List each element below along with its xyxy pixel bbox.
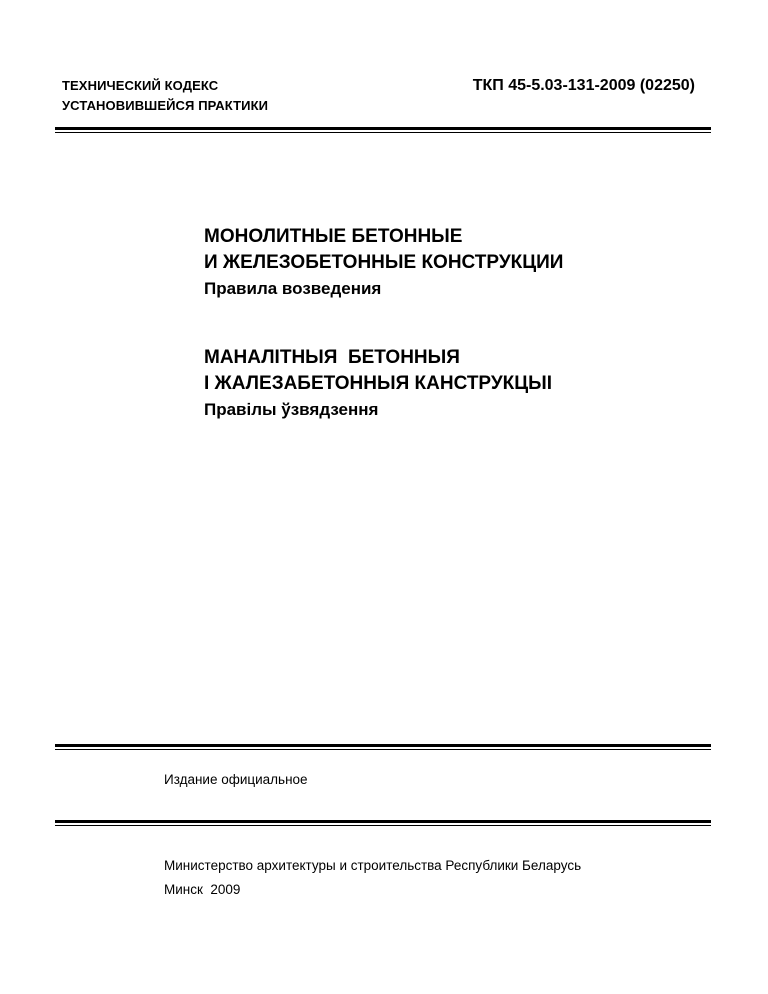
header-divider: [55, 127, 711, 133]
publisher-name: Министерство архитектуры и строительства Республики Беларусь: [164, 858, 582, 873]
edition-top-divider: [55, 744, 711, 750]
title-by-line-2: І ЖАЛЕЗАБЕТОННЫЯ КАНСТРУКЦЫІ: [204, 373, 553, 394]
place-year: Минск 2009: [164, 882, 241, 897]
title-russian: [204, 224, 563, 302]
title-by-subtitle: Правілы ўзвядзення: [204, 400, 379, 419]
title-ru-subtitle: Правила возведения: [204, 279, 382, 298]
document-type-line-2: УСТАНОВИВШЕЙСЯ ПРАКТИКИ: [62, 98, 269, 113]
title-ru-line-1: МОНОЛИТНЫЕ БЕТОННЫЕ: [204, 226, 463, 247]
title-by-line-1: МАНАЛІТНЫЯ БЕТОННЫЯ: [204, 347, 460, 368]
title-ru-line-2: И ЖЕЛЕЗОБЕТОННЫЕ КОНСТРУКЦИИ: [204, 252, 564, 273]
publisher-block: [164, 854, 581, 902]
edition-bottom-divider: [55, 820, 711, 826]
title-belarusian: [204, 345, 552, 423]
document-type-label: [62, 76, 268, 116]
edition-label: Издание официальное: [164, 772, 308, 787]
document-type-line-1: ТЕХНИЧЕСКИЙ КОДЕКС: [62, 78, 219, 93]
document-code: ТКП 45-5.03-131-2009 (02250): [472, 77, 695, 94]
